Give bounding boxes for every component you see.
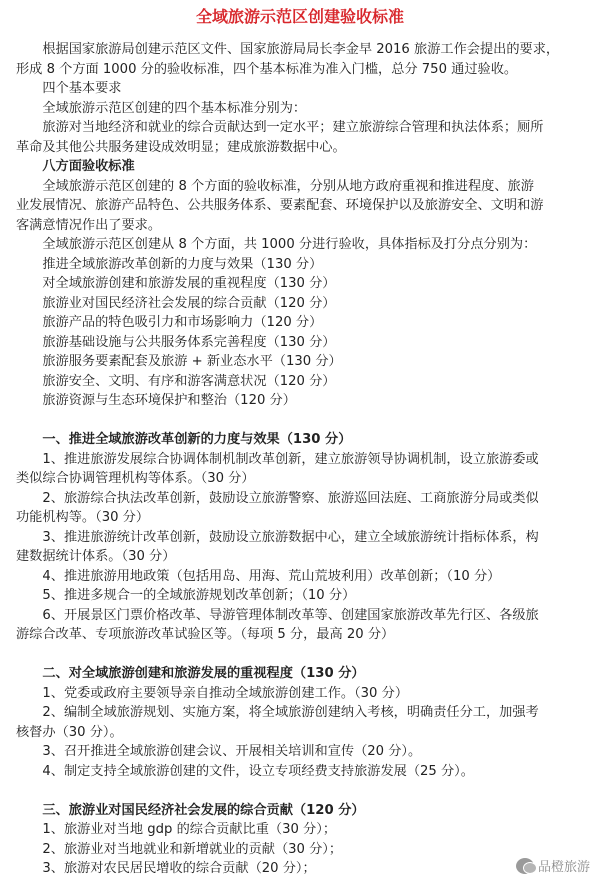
text-line: 旅游基础设施与公共服务体系完善程度（130 分） bbox=[16, 334, 336, 350]
text-line: 旅游服务要素配套及旅游 + 新业态水平（130 分） bbox=[16, 354, 342, 369]
text-line: 旅游对当地经济和就业的综合贡献达到一定水平；建立旅游综合管理和执法体系；厕所 bbox=[16, 120, 544, 135]
text-line: 3、旅游对农民居民增收的综合贡献（20 分）； bbox=[16, 861, 316, 876]
text-line: 建数据统计体系。（30 分） bbox=[16, 549, 176, 564]
text-line: 4、推进旅游用地政策（包括用岛、用海、荒山荒坡利用）改革创新；（10 分） bbox=[16, 568, 501, 584]
watermark bbox=[516, 856, 590, 875]
text-line: 根据国家旅游局创建示范区文件、国家旅游局局长李金早 2016 旅游工作会提出的要求， bbox=[16, 42, 560, 57]
section-heading: 八方面验收标准 bbox=[16, 159, 135, 174]
text-line: 3、推进旅游统计改革创新，鼓励设立旅游数据中心，建立全域旅游统计指标体系，构 bbox=[16, 529, 539, 545]
text-line: 推进全域旅游改革创新的力度与效果（130 分） bbox=[16, 256, 323, 272]
text-line: 客满意情况作出了要求。 bbox=[16, 217, 162, 233]
text-line: 四个基本要求 bbox=[16, 81, 122, 96]
text-line: 1、旅游业对当地 gdp 的综合贡献比重（30 分）； bbox=[16, 822, 337, 837]
text-line: 全域旅游示范区创建的四个基本标准分别为： bbox=[16, 100, 307, 116]
text-line: 2、旅游业对当地就业和新增就业的贡献（30 分）； bbox=[16, 841, 343, 857]
watermark-text: 品橙旅游 bbox=[537, 860, 590, 875]
section-heading: 三、旅游业对国民经济社会发展的综合贡献（120 分） bbox=[16, 802, 365, 818]
text-line: 旅游资源与生态环境保护和整治（120 分） bbox=[16, 393, 296, 408]
text-line: 类似综合协调管理机构等体系。（30 分） bbox=[16, 471, 255, 486]
text-line: 旅游业对国民经济社会发展的综合贡献（120 分） bbox=[16, 295, 336, 311]
text-line: 6、开展景区门票价格改革、导游管理体制改革等、创建国家旅游改革先行区、各级旅 bbox=[16, 607, 539, 623]
wechat-icon bbox=[516, 858, 534, 874]
text-line: 核督办（30 分）。 bbox=[16, 724, 123, 740]
text-line: 1、推进旅游发展综合协调体制机制改革创新，建立旅游领导协调机制，设立旅游委或 bbox=[16, 451, 539, 467]
text-line: 2、旅游综合执法改革创新，鼓励设立旅游警察、旅游巡回法庭、工商旅游分局或类似 bbox=[16, 490, 539, 506]
text-line: 2、编制全域旅游规划、实施方案，将全域旅游创建纳入考核，明确责任分工，加强考 bbox=[16, 705, 539, 720]
section-heading: 二、对全域旅游创建和旅游发展的重视程度（130 分） bbox=[16, 666, 365, 681]
text-line: 3、召开推进全域旅游创建会议、开展相关培训和宣传（20 分）。 bbox=[16, 744, 422, 759]
text-line: 对全域旅游创建和旅游发展的重视程度（130 分） bbox=[16, 276, 336, 291]
text-line: 业发展情况、旅游产品特色、公共服务体系、要素配套、环境保护以及旅游安全、文明和游 bbox=[16, 198, 544, 213]
text-line: 全域旅游示范区创建从 8 个方面，共 1000 分进行验收，具体指标及打分点分别为： bbox=[16, 237, 537, 252]
document-title: 全域旅游示范区创建验收标准 bbox=[195, 7, 404, 26]
text-line: 1、党委或政府主要领导亲自推动全域旅游创建工作。（30 分） bbox=[16, 685, 409, 701]
text-line: 4、制定支持全域旅游创建的文件，设立专项经费支持旅游发展（25 分）。 bbox=[16, 763, 474, 779]
text-line: 5、推进多规合一的全域旅游规划改革创新；（10 分） bbox=[16, 588, 356, 603]
text-line: 形成 8 个方面 1000 分的验收标准，四个基本标准为准入门槛，总分 750 通过验收。 bbox=[16, 61, 518, 77]
text-line: 游综合改革、专项旅游改革试验区等。（每项 5 分，最高 20 分） bbox=[16, 627, 395, 642]
text-line: 功能机构等。（30 分） bbox=[16, 510, 150, 525]
text-line: 旅游安全、文明、有序和游客满意状况（120 分） bbox=[16, 373, 336, 389]
text-line: 旅游产品的特色吸引力和市场影响力（120 分） bbox=[16, 315, 323, 330]
text-line: 全域旅游示范区创建的 8 个方面的验收标准，分别从地方政府重视和推进程度、旅游 bbox=[16, 178, 534, 194]
text-line: 革命及其他公共服务建设成效明显；建成旅游数据中心。 bbox=[16, 139, 346, 155]
section-heading: 一、推进全域旅游改革创新的力度与效果（130 分） bbox=[16, 432, 352, 447]
